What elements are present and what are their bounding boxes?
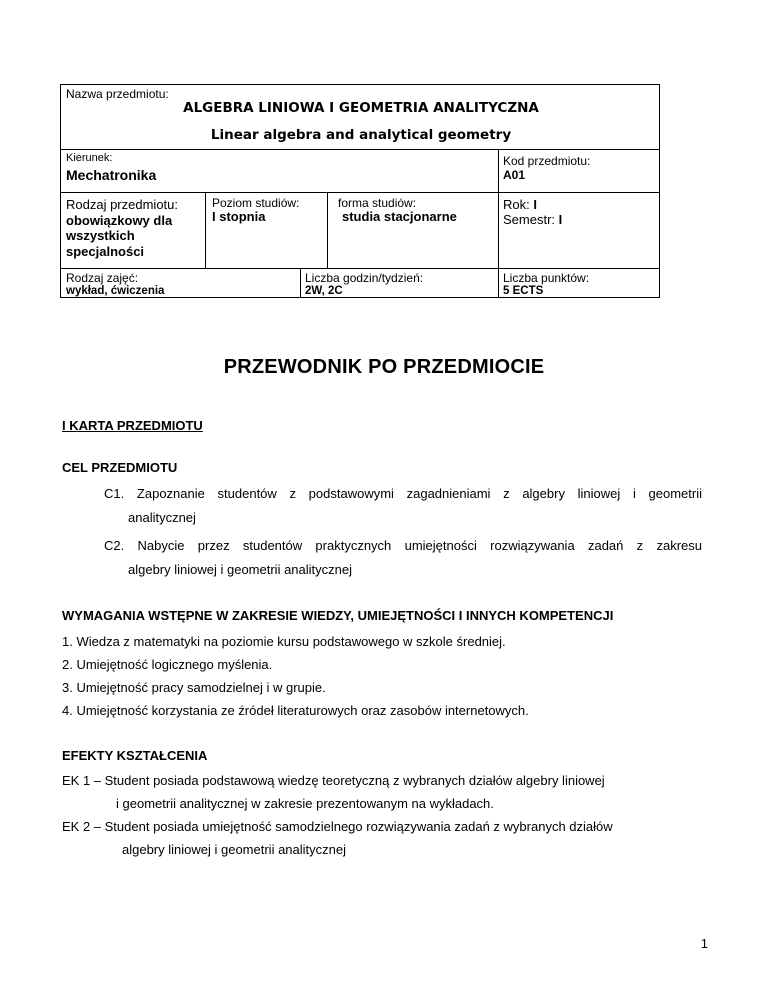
table-divider xyxy=(61,268,659,269)
outcome-ek1-line2: i geometrii analitycznej w zakresie prezentowanym na wykładach. xyxy=(116,796,494,811)
type-value-line3: specjalności xyxy=(66,244,145,259)
goal-heading: CEL PRZEDMIOTU xyxy=(62,460,178,475)
field-value: Mechatronika xyxy=(66,167,157,183)
level-value: I stopnia xyxy=(212,209,266,224)
goal-c1-line2: analitycznej xyxy=(128,510,196,525)
outcomes-heading: EFEKTY KSZTAŁCENIA xyxy=(62,748,208,763)
page-number: 1 xyxy=(700,936,708,951)
year-field xyxy=(503,198,537,212)
subject-name-pl: ALGEBRA LINIOWA I GEOMETRIA ANALITYCZNA xyxy=(183,100,539,116)
classes-label: Rodzaj zajęć: xyxy=(66,271,139,285)
hours-label: Liczba godzin/tydzień: xyxy=(305,271,424,285)
requirement-item: 4. Umiejętność korzystania ze źródeł literaturowych oraz zasobów internetowych. xyxy=(62,703,529,718)
classes-value: wykład, ćwiczenia xyxy=(66,285,165,297)
table-divider xyxy=(61,192,659,193)
form-label: forma studiów: xyxy=(338,196,417,210)
year-label: Rok: xyxy=(503,197,534,212)
semester-value: I xyxy=(558,212,563,227)
field-label: Kierunek: xyxy=(66,152,113,164)
year-value: I xyxy=(533,197,537,212)
requirements-heading: WYMAGANIA WSTĘPNE W ZAKRESIE WIEDZY, UMIEJĘTNOŚCI I INNYCH KOMPETENCJI xyxy=(62,608,614,623)
outcome-ek1-line1: EK 1 – Student posiada podstawową wiedzę teoretyczną z wybranych działów algebry liniowej xyxy=(62,773,605,788)
table-divider xyxy=(205,192,206,268)
points-label: Liczba punktów: xyxy=(503,271,590,285)
hours-value: 2W, 2C xyxy=(305,285,343,297)
course-info-table xyxy=(60,84,660,298)
requirement-item: 1. Wiedza z matematyki na poziomie kursu podstawowego w szkole średniej. xyxy=(62,634,506,649)
form-value: studia stacjonarne xyxy=(342,209,457,224)
subject-name-en: Linear algebra and analytical geometry xyxy=(210,127,512,143)
outcome-ek2-line1: EK 2 – Student posiada umiejętność samodzielnego rozwiązywania zadań z wybranych działów xyxy=(62,819,613,834)
section-card-heading: I KARTA PRZEDMIOTU xyxy=(62,418,203,433)
semester-field xyxy=(503,213,562,227)
semester-label: Semestr: xyxy=(503,212,559,227)
type-value-line2: wszystkich xyxy=(66,228,135,243)
subject-name-label: Nazwa przedmiotu: xyxy=(66,87,169,101)
requirement-item: 2. Umiejętność logicznego myślenia. xyxy=(62,657,273,672)
outcome-ek2-line2: algebry liniowej i geometrii analitycznej xyxy=(122,842,346,857)
table-divider xyxy=(61,149,659,150)
table-divider xyxy=(300,268,301,297)
level-label: Poziom studiów: xyxy=(212,196,300,210)
table-divider xyxy=(498,149,499,297)
page-title: PRZEWODNIK PO PRZEDMIOCIE xyxy=(223,356,545,378)
table-divider xyxy=(327,192,328,268)
code-value: A01 xyxy=(503,168,526,182)
requirement-item: 3. Umiejętność pracy samodzielnej i w grupie. xyxy=(62,680,326,695)
goal-c1-line1: C1. Zapoznanie studentów z podstawowymi zagadnieniami z algebry liniowej i geometrii xyxy=(104,486,702,501)
goal-c2-line1: C2. Nabycie przez studentów praktycznych umiejętności rozwiązywania zadań z zakresu xyxy=(104,538,702,553)
type-label: Rodzaj przedmiotu: xyxy=(66,197,178,212)
points-value: 5 ECTS xyxy=(503,285,544,297)
goal-c2-line2: algebry liniowej i geometrii analitycznej xyxy=(128,562,352,577)
type-value-line1: obowiązkowy dla xyxy=(66,213,173,228)
code-label: Kod przedmiotu: xyxy=(503,154,591,168)
